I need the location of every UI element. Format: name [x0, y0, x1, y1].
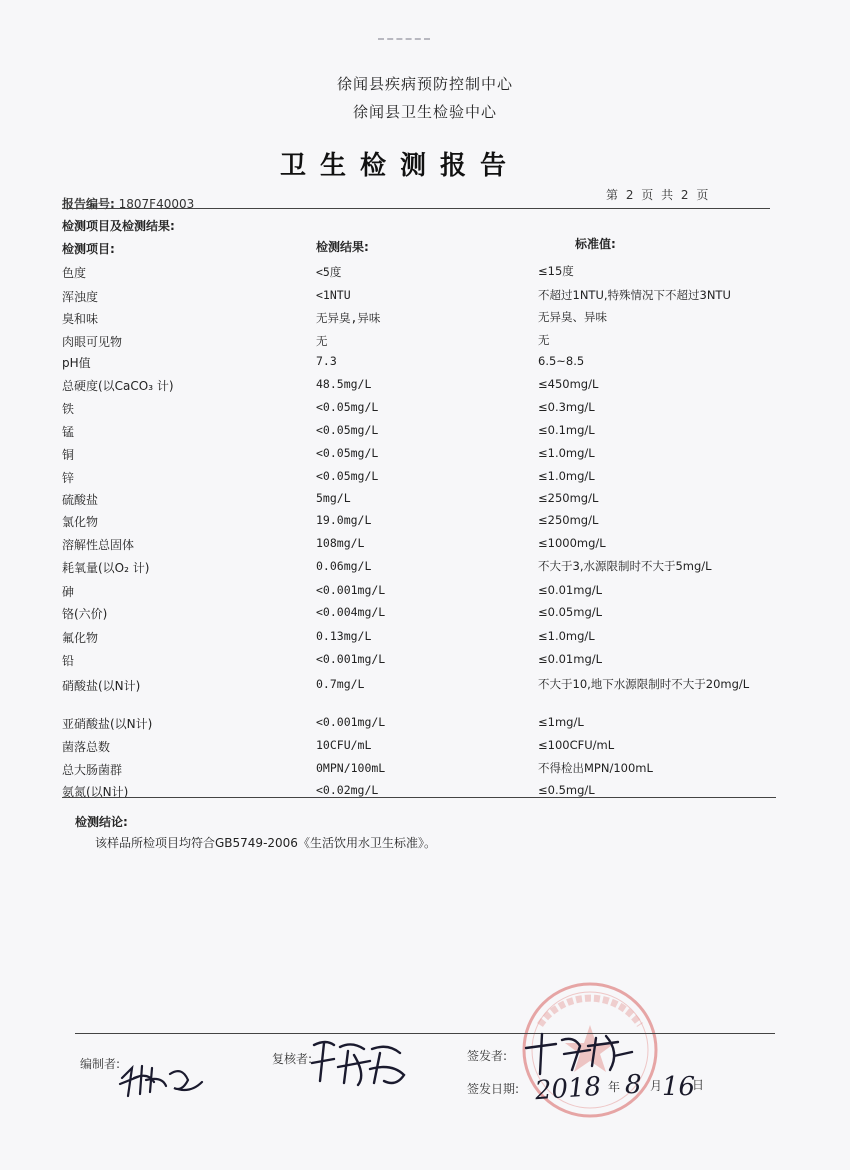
- row-item-name: 肉眼可见物: [62, 335, 123, 349]
- row-result-value: 10CFU/mL: [316, 738, 372, 752]
- compiler-signature: [118, 1058, 208, 1100]
- row-item-name: 亚硝酸盐(以N计): [62, 717, 153, 731]
- column-header-standard: 标准值:: [575, 237, 616, 251]
- row-item-name: 色度: [62, 266, 87, 280]
- row-result-value: 0.13mg/L: [316, 629, 372, 643]
- table-row: [0, 536, 850, 558]
- table-row: [0, 652, 850, 674]
- issue-date-day-unit: 日: [692, 1078, 705, 1092]
- table-row: [0, 377, 850, 399]
- row-result-value: 7.3: [316, 354, 337, 368]
- row-result-value: <0.05mg/L: [316, 400, 379, 414]
- row-standard-value: ≤1.0mg/L: [538, 446, 595, 460]
- row-standard-value: ≤0.3mg/L: [538, 400, 595, 414]
- row-result-value: <1NTU: [316, 288, 351, 302]
- row-standard-value: ≤0.1mg/L: [538, 423, 595, 437]
- report-number: [62, 195, 194, 212]
- issue-date-label: 签发日期:: [467, 1082, 520, 1096]
- table-row: [0, 513, 850, 535]
- row-item-name: 硝酸盐(以N计): [62, 679, 141, 693]
- table-row: [0, 400, 850, 422]
- table-row: [0, 469, 850, 491]
- row-result-value: <0.05mg/L: [316, 423, 379, 437]
- table-row: [0, 605, 850, 627]
- row-item-name: 菌落总数: [62, 740, 111, 754]
- table-row: [0, 333, 850, 355]
- table-row: [0, 761, 850, 783]
- row-standard-value: ≤450mg/L: [538, 377, 599, 391]
- row-standard-value: ≤0.05mg/L: [538, 605, 603, 619]
- conclusion-text: 该样品所检项目均符合GB5749-2006《生活饮用水卫生标准》。: [95, 836, 436, 850]
- row-standard-value: ≤15度: [538, 264, 574, 278]
- header-divider: [62, 208, 770, 209]
- row-result-value: 0.7mg/L: [316, 677, 365, 691]
- row-item-name: 铬(六价): [62, 607, 108, 621]
- row-result-value: <0.004mg/L: [316, 605, 386, 619]
- column-header-item: 检测项目:: [62, 242, 115, 256]
- table-row: [0, 310, 850, 332]
- table-row: [0, 423, 850, 445]
- issue-date-year: 2018: [534, 1071, 603, 1107]
- row-result-value: <0.001mg/L: [316, 583, 386, 597]
- table-row: [0, 715, 850, 737]
- row-standard-value: 不超过1NTU,特殊情况下不超过3NTU: [538, 288, 731, 302]
- row-result-value: <0.05mg/L: [316, 446, 379, 460]
- row-result-value: 0MPN/100mL: [316, 761, 386, 775]
- report-number-label: 报告编号:: [62, 197, 115, 211]
- table-row: [0, 738, 850, 760]
- reviewer-signature: [308, 1035, 413, 1090]
- row-item-name: 总硬度(以CaCO₃ 计): [62, 379, 174, 393]
- row-result-value: <0.05mg/L: [316, 469, 379, 483]
- row-standard-value: ≤1.0mg/L: [538, 629, 595, 643]
- row-standard-value: ≤100CFU/mL: [538, 738, 615, 752]
- row-standard-value: 不大于3,水源限制时不大于5mg/L: [538, 559, 712, 573]
- table-row: [0, 354, 850, 376]
- row-standard-value: ≤0.01mg/L: [538, 652, 603, 666]
- staple-mark: [378, 38, 430, 46]
- row-standard-value: 无: [538, 333, 550, 347]
- row-item-name: 氯化物: [62, 515, 99, 529]
- row-item-name: 耗氧量(以O₂ 计): [62, 561, 150, 575]
- table-row: [0, 264, 850, 286]
- row-item-name: 砷: [62, 585, 75, 599]
- row-item-name: 铁: [62, 402, 75, 416]
- results-divider: [62, 797, 776, 798]
- row-item-name: 浑浊度: [62, 290, 99, 304]
- row-standard-value: ≤1.0mg/L: [538, 469, 595, 483]
- row-result-value: 19.0mg/L: [316, 513, 372, 527]
- issue-date-year-unit: 年: [608, 1080, 621, 1094]
- row-standard-value: ≤1mg/L: [538, 715, 584, 729]
- row-item-name: pH值: [62, 356, 91, 370]
- reviewer-label: 复核者:: [272, 1052, 313, 1066]
- row-result-value: 5mg/L: [316, 491, 351, 505]
- row-standard-value: 无异臭、异味: [538, 310, 607, 324]
- report-title: 卫生检测报告: [279, 151, 520, 181]
- row-item-name: 总大肠菌群: [62, 763, 123, 777]
- row-item-name: 铅: [62, 654, 75, 668]
- row-item-name: 硫酸盐: [62, 493, 99, 507]
- signature-divider: [75, 1033, 775, 1034]
- row-result-value: <0.02mg/L: [316, 783, 379, 797]
- row-result-value: 无: [316, 334, 328, 348]
- row-result-value: 无异臭,异味: [316, 311, 381, 325]
- org-name-lab: 徐闻县卫生检验中心: [352, 103, 497, 121]
- table-row: [0, 491, 850, 513]
- report-number-value: 1807F40003: [118, 197, 195, 211]
- row-result-value: 0.06mg/L: [316, 559, 372, 573]
- row-item-name: 锰: [62, 425, 75, 439]
- row-item-name: 臭和味: [62, 312, 99, 326]
- issue-date-month: 8: [625, 1070, 642, 1100]
- row-item-name: 氟化物: [62, 631, 99, 645]
- results-section-heading: 检测项目及检测结果:: [62, 219, 175, 233]
- page-indicator: 第 2 页 共 2 页: [606, 188, 711, 202]
- row-result-value: <0.001mg/L: [316, 715, 386, 729]
- issuer-label: 签发者:: [467, 1049, 508, 1063]
- table-row: [0, 583, 850, 605]
- column-header-result: 检测结果:: [316, 240, 369, 254]
- issue-date-day: 16: [662, 1072, 696, 1102]
- table-row: [0, 446, 850, 468]
- row-item-name: 氨氮(以N计): [62, 785, 129, 799]
- row-result-value: <0.001mg/L: [316, 652, 386, 666]
- compiler-label: 编制者:: [80, 1057, 121, 1071]
- table-row: [0, 288, 850, 310]
- row-standard-value: ≤250mg/L: [538, 491, 599, 505]
- row-standard-value: 6.5~8.5: [538, 354, 585, 368]
- row-standard-value: ≤0.01mg/L: [538, 583, 603, 597]
- row-standard-value: 不大于10,地下水源限制时不大于20mg/L: [538, 677, 750, 691]
- row-result-value: 48.5mg/L: [316, 377, 372, 391]
- table-row: [0, 783, 850, 805]
- table-row: [0, 629, 850, 651]
- org-name-cdc: 徐闻县疾病预防控制中心: [336, 75, 513, 93]
- issue-date-month-unit: 月: [650, 1079, 663, 1093]
- row-item-name: 铜: [62, 448, 75, 462]
- row-item-name: 溶解性总固体: [62, 538, 135, 552]
- conclusion-heading: 检测结论:: [75, 815, 128, 829]
- row-standard-value: ≤0.5mg/L: [538, 783, 595, 797]
- table-row: [0, 559, 850, 581]
- row-result-value: 108mg/L: [316, 536, 365, 550]
- row-standard-value: ≤1000mg/L: [538, 536, 606, 550]
- row-result-value: <5度: [316, 265, 342, 279]
- row-standard-value: 不得检出MPN/100mL: [538, 761, 653, 775]
- table-row: [0, 677, 850, 699]
- row-item-name: 锌: [62, 471, 75, 485]
- row-standard-value: ≤250mg/L: [538, 513, 599, 527]
